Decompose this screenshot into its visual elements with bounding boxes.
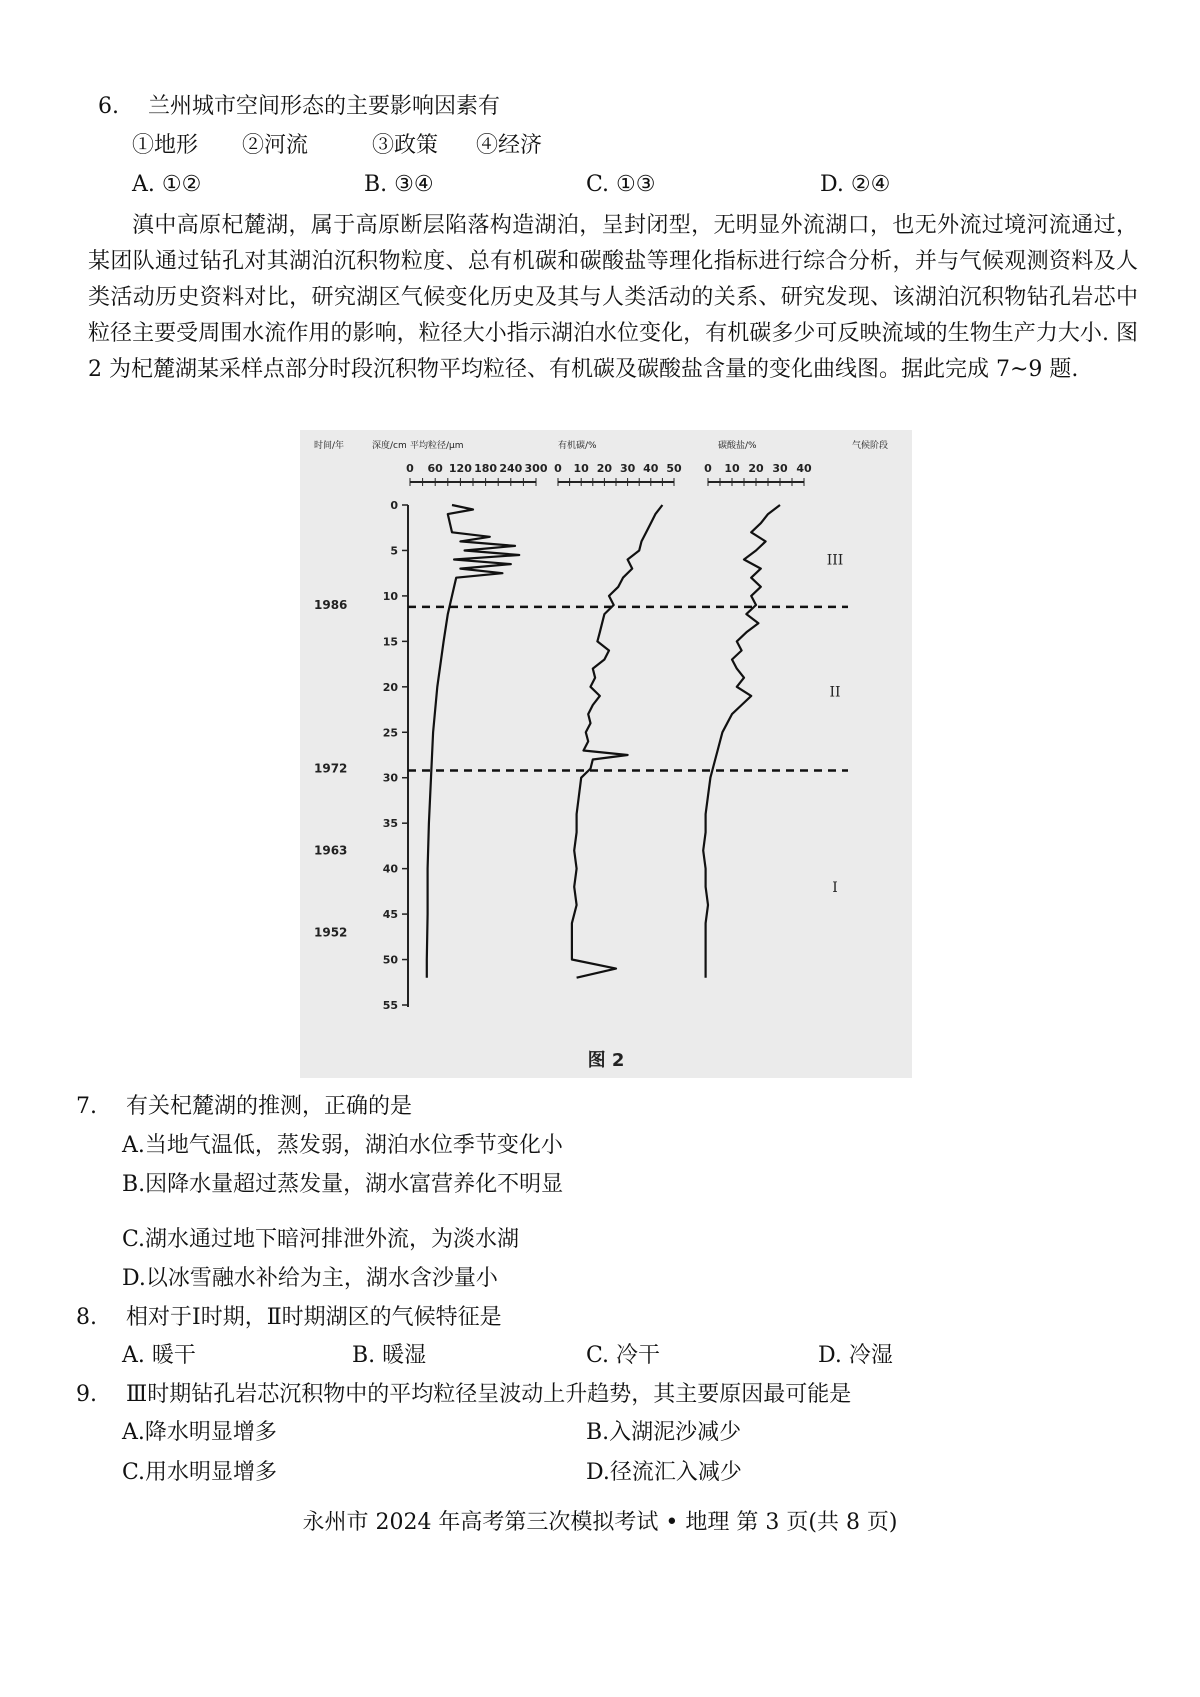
q8-number: 8. [76, 1305, 97, 1330]
series-x-tick-label: 0 [704, 462, 712, 475]
q6-option-c: C. ①③ [586, 172, 656, 197]
q7-option-d: D.以冰雪融水补给为主，湖水含沙量小 [122, 1266, 498, 1291]
page-footer: 永州市 2024 年高考第三次模拟考试 • 地理 第 3 页(共 8 页) [302, 1510, 898, 1535]
header-time: 时间/年 [314, 441, 345, 451]
q6-number: 6. [98, 94, 119, 119]
q9-option-c: C.用水明显增多 [122, 1460, 278, 1485]
q7-option-a: A.当地气温低，蒸发弱，湖泊水位季节变化小 [122, 1133, 563, 1158]
q9-stem: Ⅲ时期钻孔岩芯沉积物中的平均粒径呈波动上升趋势，其主要原因最可能是 [126, 1382, 852, 1407]
series-x-tick-label: 180 [474, 462, 498, 475]
q8-stem: 相对于Ⅰ时期，Ⅱ时期湖区的气候特征是 [126, 1305, 502, 1330]
q6-item-1: ①地形 [132, 133, 199, 158]
series-x-tick-label: 120 [448, 462, 472, 475]
q6-item-2: ②河流 [242, 133, 309, 158]
header-toc: 有机碳/% [558, 441, 597, 451]
q6-option-d: D. ②④ [820, 172, 891, 197]
series-x-tick-label: 0 [406, 462, 414, 475]
series-x-tick-label: 20 [748, 462, 764, 475]
series-line [572, 505, 663, 978]
q9-option-b: B.入湖泥沙减少 [586, 1420, 742, 1445]
plot-layer [314, 462, 848, 1012]
series-x-tick-label: 240 [499, 462, 523, 475]
figure-2 [300, 430, 912, 1078]
year-label: 1986 [314, 598, 348, 612]
series-x-tick-label: 30 [619, 462, 636, 475]
depth-tick-label: 10 [382, 589, 398, 603]
q9-option-d: D.径流汇入减少 [586, 1460, 742, 1485]
q7-stem: 有关杞麓湖的推测，正确的是 [126, 1094, 413, 1119]
passage: 滇中高原杞麓湖，属于高原断层陷落构造湖泊，呈封闭型，无明显外流湖口，也无外流过境河流通过，某团队通过钻孔对其湖泊沉积物粒度、总有机碳和碳酸盐等理化指标进行综合分析，并与气候观测资料及人类活动历史资料对比，研究湖区气候变化历史及其与人类活动的关系、研究发现、该湖泊沉积物钻孔岩芯中粒径主要受周围水流作用的影响，粒径大小指示湖泊水位变化，有机碳多少可反映流域的生物生产力大小. 图 2 为杞麓湖某采样点部分时段沉积物平均粒径、有机碳及碳酸盐含量的变化曲线图。据此完成 7~9 题. [88, 213, 1138, 382]
header-carb: 碳酸盐/% [718, 441, 757, 451]
header-stage: 气候阶段 [852, 441, 889, 451]
q7-number: 7. [76, 1094, 97, 1119]
header-depth: 深度/cm [372, 441, 407, 451]
q8-option-d: D. 冷湿 [818, 1343, 893, 1368]
series-x-tick-label: 300 [524, 462, 548, 475]
series-x-tick-label: 50 [666, 462, 682, 475]
q6-option-a: A. ①② [132, 172, 202, 197]
q8-option-a: A. 暖干 [122, 1343, 196, 1368]
depth-tick-label: 20 [382, 680, 398, 694]
depth-tick-label: 45 [382, 908, 398, 922]
series-x-tick-label: 10 [724, 462, 740, 475]
year-label: 1963 [314, 843, 348, 858]
series-x-tick-label: 0 [554, 462, 562, 475]
q8-option-c: C. 冷干 [586, 1343, 661, 1368]
series-x-tick-label: 40 [643, 462, 659, 475]
stage-label: III [826, 552, 844, 569]
q6-item-4: ④经济 [476, 133, 543, 158]
q9-number: 9. [76, 1382, 97, 1407]
figure-caption: 图 2 [587, 1050, 625, 1071]
stage-label: I [832, 879, 838, 896]
depth-tick-label: 15 [382, 635, 398, 649]
depth-tick-label: 0 [390, 499, 398, 512]
stage-label: II [829, 684, 841, 701]
depth-tick-label: 5 [390, 544, 398, 558]
q6-option-b: B. ③④ [364, 172, 434, 197]
series-x-tick-label: 20 [596, 462, 613, 475]
depth-tick-label: 40 [382, 862, 398, 876]
series-x-tick-label: 10 [573, 462, 589, 475]
figure-2-chart [300, 430, 912, 1078]
q6-stem: 兰州城市空间形态的主要影响因素有 [148, 94, 501, 119]
depth-tick-label: 50 [382, 953, 398, 967]
depth-tick-label: 30 [382, 771, 398, 785]
series-line [427, 505, 519, 978]
q9-option-a: A.降水明显增多 [122, 1420, 277, 1445]
q6-item-3: ③政策 [372, 133, 439, 158]
series-line [703, 505, 780, 978]
q8-option-b: B. 暖湿 [352, 1343, 427, 1368]
series-x-tick-label: 40 [796, 462, 812, 475]
q7-option-b: B.因降水量超过蒸发量，湖水富营养化不明显 [122, 1172, 564, 1197]
header-grain: 平均粒径/μm [410, 441, 464, 451]
q7-option-c: C.湖水通过地下暗河排泄外流，为淡水湖 [122, 1227, 520, 1252]
depth-tick-label: 35 [382, 817, 398, 831]
year-label: 1972 [314, 761, 348, 776]
depth-tick-label: 25 [382, 726, 398, 740]
series-x-tick-label: 30 [772, 462, 788, 475]
year-label: 1952 [314, 925, 348, 940]
series-x-tick-label: 60 [427, 462, 443, 475]
depth-tick-label: 55 [382, 999, 398, 1012]
